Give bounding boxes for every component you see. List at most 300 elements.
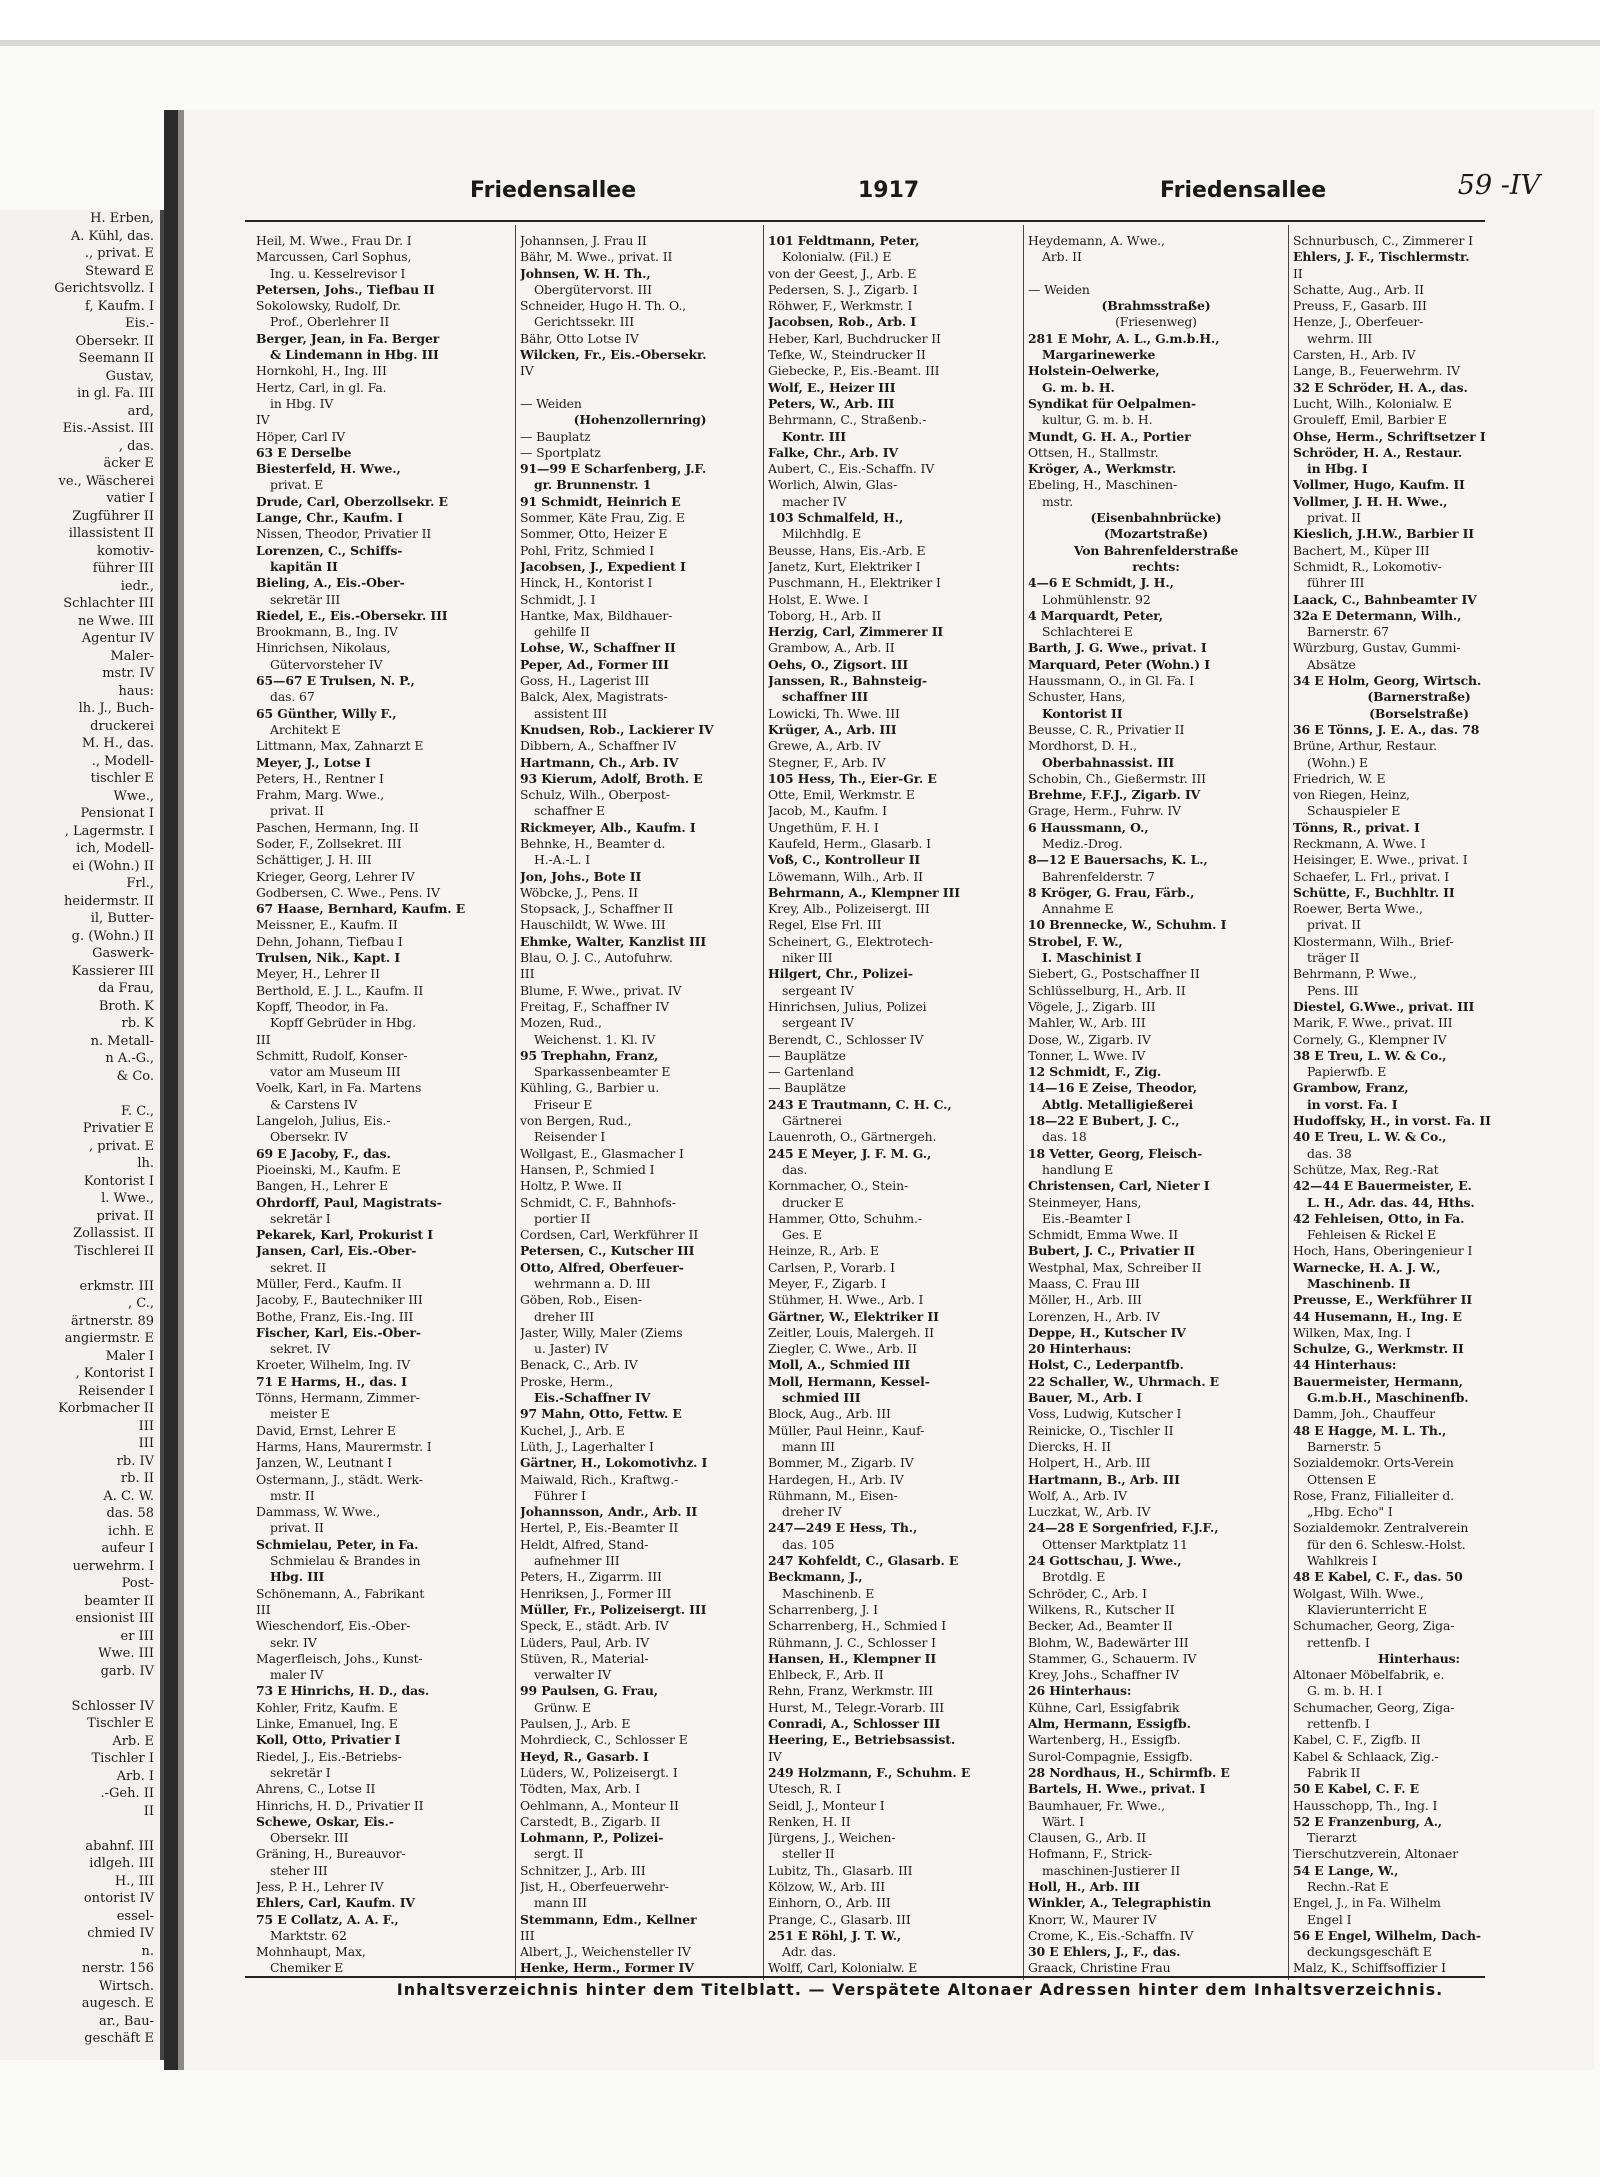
directory-entry: Gärtner, W., Elektriker II <box>768 1308 939 1324</box>
directory-entry: sekret. IV <box>270 1341 331 1357</box>
directory-entry: Schlachterei E <box>1042 624 1133 640</box>
directory-entry <box>1028 266 1284 282</box>
fragment-line: idlgeh. III <box>89 1856 154 1871</box>
directory-entry: Behrmann, P. Wwe., <box>1293 966 1417 982</box>
directory-entry: verwalter IV <box>534 1667 612 1683</box>
directory-entry: Schaefer, L. Frl., privat. I <box>1293 868 1450 884</box>
fragment-line: lh. <box>137 1156 154 1171</box>
directory-entry: Bähr, Otto Lotse IV <box>520 330 639 346</box>
directory-entry: Scheinert, G., Elektrotech- <box>768 933 933 949</box>
directory-entry: 44 Husemann, H., Ing. E <box>1293 1308 1462 1324</box>
directory-entry: Westphal, Max, Schreiber II <box>1028 1259 1202 1275</box>
page-number: 59 -IV <box>1457 170 1540 201</box>
directory-entry: Deppe, H., Kutscher IV <box>1028 1324 1186 1340</box>
directory-entry: Vögele, J., Zigarb. III <box>1028 998 1156 1014</box>
directory-entry: Wilkens, R., Kutscher II <box>1028 1601 1175 1617</box>
directory-entry: Marquard, Peter (Wohn.) I <box>1028 656 1210 672</box>
directory-entry: Schlüsselburg, H., Arb. II <box>1028 982 1186 998</box>
directory-entry: Knudsen, Rob., Lackierer IV <box>520 721 714 737</box>
directory-entry: Margarinewerke <box>1042 347 1156 363</box>
directory-entry: Schmidt, Emma Wwe. II <box>1028 1227 1179 1243</box>
directory-entry: Lange, B., Feuerwehrm. IV <box>1293 363 1460 379</box>
fragment-line: Zugführer II <box>72 508 154 524</box>
directory-entry: Schewe, Oskar, Eis.- <box>256 1813 394 1829</box>
directory-entry: Schumacher, Georg, Ziga- <box>1293 1618 1455 1634</box>
directory-entry: Würzburg, Gustav, Gummi- <box>1293 640 1461 656</box>
directory-entry: Rickmeyer, Alb., Kaufm. I <box>520 819 696 835</box>
directory-entry: Henze, J., Oberfeuer- <box>1293 314 1424 330</box>
directory-entry: Ges. E <box>782 1227 822 1243</box>
directory-entry: Ohse, Herm., Schriftsetzer I <box>1293 428 1486 444</box>
fragment-line: Tischler E <box>87 1716 154 1731</box>
directory-entry: Holpert, H., Arb. III <box>1028 1455 1151 1471</box>
directory-entry: Dibbern, A., Schaffner IV <box>520 738 677 754</box>
directory-entry: Moll, Hermann, Kessel- <box>768 1373 930 1389</box>
directory-entry: Schmidt, C. F., Bahnhofs- <box>520 1194 676 1210</box>
directory-entry: Heber, Karl, Buchdrucker II <box>768 330 941 346</box>
directory-entry: Block, Aug., Arb. III <box>768 1406 891 1422</box>
directory-entry: Laack, C., Bahnbeamter IV <box>1293 591 1477 607</box>
directory-entry: — Weiden <box>520 395 582 411</box>
directory-entry: Moll, A., Schmied III <box>768 1357 911 1373</box>
directory-entry: Fischer, Karl, Eis.-Ober- <box>256 1324 421 1340</box>
directory-entry: Baumhauer, Fr. Wwe., <box>1028 1797 1165 1813</box>
directory-entry: Preuss, F., Gasarb. III <box>1293 298 1427 314</box>
directory-entry: 22 Schaller, W., Uhrmach. E <box>1028 1373 1219 1389</box>
directory-entry: Ebeling, H., Maschinen- <box>1028 477 1178 493</box>
directory-entry: II <box>1293 265 1303 281</box>
directory-entry: Schulz, Wilh., Oberpost- <box>520 787 670 803</box>
directory-entry: Heyd, R., Gasarb. I <box>520 1748 649 1764</box>
directory-entry: Peters, W., Arb. III <box>768 395 895 411</box>
fragment-line: essel- <box>116 1908 154 1924</box>
fragment-line: Schlachter III <box>63 596 154 611</box>
directory-entry: Beusse, C. R., Privatier II <box>1028 721 1185 737</box>
directory-entry: Behrmann, C., Straßenb.- <box>768 412 927 428</box>
directory-entry: Kieslich, J.H.W., Barbier II <box>1293 526 1475 542</box>
directory-entry: Barnerstr. 67 <box>1307 624 1389 640</box>
directory-entry: Oehlmann, A., Monteur II <box>520 1797 679 1813</box>
directory-entry: Peper, Ad., Former III <box>520 656 669 672</box>
directory-entry: Bartels, H. Wwe., privat. I <box>1028 1781 1206 1797</box>
directory-entry: III <box>520 966 535 982</box>
directory-entry: Hbg. III <box>270 1569 325 1585</box>
fragment-line: äcker E <box>103 456 154 471</box>
directory-entry: Cornely, G., Klempner IV <box>1293 1031 1447 1047</box>
directory-entry: Schröder, H. A., Restaur. <box>1293 444 1463 460</box>
directory-entry: 30 E Ehlers, J., F., das. <box>1028 1944 1181 1960</box>
directory-entry: Höper, Carl IV <box>256 428 346 444</box>
fragment-line <box>0 1820 160 1838</box>
fragment-line: ., Modell- <box>91 753 154 769</box>
directory-entry: Lorenzen, H., Arb. IV <box>1028 1308 1160 1324</box>
directory-entry: Rühmann, J. C., Schlosser I <box>768 1634 936 1650</box>
directory-entry: Grouleff, Emil, Barbier E <box>1293 412 1447 428</box>
directory-entry: Obersekr. IV <box>270 1129 348 1145</box>
directory-entry: Schmitt, Rudolf, Konser- <box>256 1047 408 1063</box>
directory-entry: 105 Hess, Th., Eier-Gr. E <box>768 770 937 786</box>
directory-entry: „Hbg. Echo" I <box>1307 1504 1393 1520</box>
directory-entry: Marik, F. Wwe., privat. III <box>1293 1015 1453 1031</box>
directory-entry: Röhwer, F., Werkmstr. I <box>768 298 913 314</box>
fragment-line: g. (Wohn.) II <box>71 928 154 944</box>
directory-entry: Tönns, R., privat. I <box>1293 819 1420 835</box>
directory-entry: Jess, P. H., Lehrer IV <box>256 1878 384 1894</box>
fragment-line: in gl. Fa. III <box>77 386 154 401</box>
directory-entry: Engel I <box>1307 1911 1352 1927</box>
directory-entry: Pedersen, S. J., Zigarb. I <box>768 281 918 297</box>
directory-entry: Bauermeister, Hermann, <box>1293 1373 1463 1389</box>
directory-entry: rettenfb. I <box>1307 1634 1370 1650</box>
fragment-line: , Lagermstr. I <box>64 823 154 839</box>
directory-entry: Hauschildt, W. Wwe. III <box>520 917 666 933</box>
fragment-line <box>0 1680 160 1698</box>
fragment-line: geschäft E <box>84 2031 154 2046</box>
directory-entry: Kabel & Schlaack, Zig.- <box>1293 1748 1439 1764</box>
fragment-line: ei (Wohn.) II <box>72 858 154 874</box>
directory-entry: Schättiger, J. H. III <box>256 852 372 868</box>
directory-entry: macher IV <box>782 493 847 509</box>
directory-entry: Otto, Alfred, Oberfeuer- <box>520 1259 684 1275</box>
directory-entry: Carstedt, B., Zigarb. II <box>520 1813 661 1829</box>
directory-entry: (Hohenzollernring) <box>573 412 707 428</box>
directory-entry: 249 Holzmann, F., Schuhm. E <box>768 1764 971 1780</box>
directory-entry: Jist, H., Oberfeuerwehr- <box>520 1878 669 1894</box>
directory-entry: Lauenroth, O., Gärtnergeh. <box>768 1129 937 1145</box>
directory-entry: & Lindemann in Hbg. III <box>270 347 439 363</box>
directory-entry: Bachert, M., Küper III <box>1293 542 1430 558</box>
directory-entry: Steinmeyer, Hans, <box>1028 1194 1142 1210</box>
directory-entry: Seidl, J., Monteur I <box>768 1797 885 1813</box>
directory-entry: Kolonialw. (Fil.) E <box>782 249 892 265</box>
directory-entry: (Brahmsstraße) <box>1101 298 1211 314</box>
directory-entry: Von Bahrenfelderstraße <box>1073 542 1239 558</box>
directory-entry: Kontorist II <box>1042 705 1123 721</box>
directory-entry: 24—28 E Sorgenfried, F.J.F., <box>1028 1520 1219 1536</box>
directory-entry: 32 E Schröder, H. A., das. <box>1293 379 1468 395</box>
directory-entry: Grambow, Franz, <box>1293 1080 1409 1096</box>
directory-entry: Ottsen, H., Stallmstr. <box>1028 444 1159 460</box>
directory-entry: 48 E Kabel, C. F., das. 50 <box>1293 1569 1463 1585</box>
directory-entry: Löwemann, Wilh., Arb. II <box>768 868 923 884</box>
directory-entry: sergeant IV <box>782 1015 854 1031</box>
directory-entry: Heinze, R., Arb. E <box>768 1243 879 1259</box>
directory-entry: Tonner, L. Wwe. IV <box>1028 1047 1146 1063</box>
directory-entry: Mahler, W., Arb. III <box>1028 1015 1146 1031</box>
directory-entry: H.-A.-L. I <box>534 852 591 868</box>
directory-entry: Ziegler, C. Wwe., Arb. II <box>768 1341 917 1357</box>
directory-entry: Diercks, H. II <box>1028 1438 1111 1454</box>
fragment-line: , Kontorist I <box>75 1366 154 1381</box>
directory-entry: Gärtnerei <box>782 1113 842 1129</box>
directory-entry: 26 Hinterhaus: <box>1028 1683 1132 1699</box>
directory-entry: Prof., Oberlehrer II <box>270 314 390 330</box>
directory-entry: Krey, Johs., Schaffner IV <box>1028 1667 1179 1683</box>
directory-entry: III <box>256 1601 271 1617</box>
directory-entry: Alm, Hermann, Essigfb. <box>1028 1716 1191 1732</box>
directory-entry: Holstein-Oelwerke, <box>1028 363 1160 379</box>
directory-entry: steller II <box>782 1846 835 1862</box>
directory-entry: Müller, Ferd., Kaufm. II <box>256 1276 402 1291</box>
directory-entry: IV <box>520 363 534 379</box>
directory-entry: Müller, Paul Heinr., Kauf- <box>768 1422 925 1438</box>
directory-entry: rettenfb. I <box>1307 1716 1370 1732</box>
directory-entry: 6 Haussmann, O., <box>1028 819 1149 835</box>
directory-entry: Friedrich, W. E <box>1293 770 1386 786</box>
directory-column-1 <box>256 233 510 1978</box>
fragment-line: rb. II <box>120 1471 154 1486</box>
directory-entry: Wilken, Max, Ing. I <box>1293 1324 1411 1340</box>
fragment-line: III <box>138 1418 154 1434</box>
directory-entry: 34 E Holm, Georg, Wirtsch. <box>1293 673 1482 689</box>
directory-entry: Holtz, P. Wwe. II <box>520 1178 622 1194</box>
fragment-line: n. Metall- <box>90 1033 154 1049</box>
column-separator <box>1288 225 1289 1980</box>
fragment-line: das. 58 <box>106 1506 154 1521</box>
directory-entry: portier II <box>534 1210 591 1226</box>
directory-entry: 18—22 E Bubert, J. C., <box>1028 1113 1180 1129</box>
directory-entry: Riedel, J., Eis.-Betriebs- <box>256 1748 402 1764</box>
directory-entry: Godbersen, C. Wwe., Pens. IV <box>256 884 440 900</box>
directory-entry: Jansen, Carl, Eis.-Ober- <box>256 1243 417 1259</box>
directory-entry: gehilfe II <box>534 624 590 640</box>
directory-column-2 <box>520 233 760 1978</box>
directory-entry: maler IV <box>270 1667 324 1683</box>
directory-entry: Langeloh, Julius, Eis.- <box>256 1113 391 1129</box>
directory-entry: Oehs, O., Zigsort. III <box>768 656 909 672</box>
directory-entry: Hilgert, Chr., Polizei- <box>768 966 913 982</box>
fragment-line: III <box>138 1436 154 1451</box>
directory-entry: Henriksen, J., Former III <box>520 1585 672 1601</box>
directory-entry: Sommer, Käte Frau, Zig. E <box>520 510 685 526</box>
directory-column-4 <box>1028 233 1284 1978</box>
fragment-line <box>0 2048 160 2061</box>
directory-entry: für den 6. Schlesw.-Holst. <box>1307 1536 1466 1552</box>
directory-entry: dreher IV <box>782 1504 842 1520</box>
fragment-line: l. Wwe., <box>101 1191 154 1206</box>
directory-entry: in vorst. Fa. I <box>1307 1096 1398 1112</box>
directory-entry: Carsten, H., Arb. IV <box>1293 347 1416 363</box>
directory-entry: Mohrdieck, C., Schlosser E <box>520 1732 688 1748</box>
directory-entry: Proske, Herm., <box>520 1373 614 1389</box>
directory-entry: Absätze <box>1307 656 1356 672</box>
directory-entry: III <box>520 1927 535 1943</box>
directory-entry: Wilcken, Fr., Eis.-Obersekr. <box>520 347 707 363</box>
directory-entry: Maiwald, Rich., Kraftwg.- <box>520 1471 679 1487</box>
fragment-line: führer III <box>92 561 154 576</box>
directory-entry: 63 E Derselbe <box>256 444 352 460</box>
directory-entry: Müller, Fr., Polizeisergt. III <box>520 1601 707 1617</box>
directory-entry: Kontr. III <box>782 428 846 444</box>
fragment-line: komotiv- <box>97 543 154 559</box>
directory-entry: Albert, J., Weichensteller IV <box>520 1944 691 1960</box>
directory-entry: Sozialdemokr. Orts-Verein <box>1293 1455 1454 1471</box>
directory-entry: Hinrichs, H. D., Privatier II <box>256 1797 424 1813</box>
directory-entry: Schönemann, A., Fabrikant <box>256 1585 425 1601</box>
directory-entry: Hartmann, Ch., Arb. IV <box>520 754 679 770</box>
fragment-line: Privatier E <box>82 1121 154 1136</box>
directory-entry: Lüders, Paul, Arb. IV <box>520 1634 650 1650</box>
directory-column-3 <box>768 233 1020 1978</box>
fragment-line: Eis.-Assist. III <box>62 421 154 436</box>
directory-entry: Kornmacher, O., Stein- <box>768 1178 909 1194</box>
directory-entry: (Mozartstraße) <box>1103 526 1209 542</box>
directory-entry: Lüth, J., Lagerhalter I <box>520 1438 654 1454</box>
directory-entry: Conradi, A., Schlosser III <box>768 1716 941 1732</box>
directory-entry: Johannsen, J. Frau II <box>520 233 647 248</box>
directory-entry: — Gartenland <box>768 1064 854 1080</box>
directory-entry: Tierschutzverein, Altonaer <box>1293 1846 1459 1862</box>
directory-entry: Blume, F. Wwe., privat. IV <box>520 982 682 998</box>
directory-entry: I. Maschinist I <box>1042 950 1142 966</box>
directory-entry: Lowicki, Th. Wwe. III <box>768 705 900 721</box>
directory-entry: Behnke, H., Beamter d. <box>520 835 666 851</box>
fragment-line: Gerichtsvollz. I <box>54 281 154 296</box>
directory-entry: Meyer, J., Lotse I <box>256 754 371 770</box>
directory-entry: Trulsen, Nik., Kapt. I <box>256 950 401 966</box>
directory-entry: (Friesenweg) <box>1115 314 1197 330</box>
directory-entry: Schütze, Max, Reg.-Rat <box>1293 1161 1439 1177</box>
directory-entry: 36 E Tönns, J. E. A., das. 78 <box>1293 721 1480 737</box>
directory-entry: Brotdlg. E <box>1042 1569 1106 1585</box>
directory-entry: Goss, H., Lagerist III <box>520 673 650 689</box>
directory-entry: 40 E Treu, L. W. & Co., <box>1293 1129 1447 1145</box>
directory-entry: Stammer, G., Schauerm. IV <box>1028 1650 1197 1666</box>
directory-entry: Kopff, Theodor, in Fa. <box>256 998 389 1014</box>
directory-entry: Architekt E <box>270 721 341 737</box>
fragment-line: Reisender I <box>78 1383 154 1399</box>
directory-entry: 44 Hinterhaus: <box>1293 1357 1397 1373</box>
directory-entry: Tefke, W., Steindrucker II <box>768 347 926 363</box>
directory-entry: Benack, C., Arb. IV <box>520 1357 638 1373</box>
directory-entry: Beckmann, J., <box>768 1569 863 1585</box>
directory-entry: Jacobsen, Rob., Arb. I <box>768 314 917 330</box>
directory-entry: Ing. u. Kesselrevisor I <box>270 265 406 281</box>
directory-entry: Mozen, Rud., <box>520 1015 602 1031</box>
fragment-line: Kassierer III <box>71 963 154 979</box>
directory-entry: Sommer, Otto, Heizer E <box>520 526 668 542</box>
directory-entry: wehrm. III <box>1307 330 1373 346</box>
directory-entry: Brookmann, B., Ing. IV <box>256 624 398 640</box>
directory-entry: 28 Nordhaus, H., Schirmfb. E <box>1028 1764 1230 1780</box>
directory-entry: G. m. b. H. I <box>1307 1683 1383 1699</box>
fragment-line: A. C. W. <box>103 1488 154 1504</box>
directory-entry: 245 E Meyer, J. F. M. G., <box>768 1145 932 1161</box>
directory-entry: Sokolowsky, Rudolf, Dr. <box>256 298 401 314</box>
directory-entry: Stüven, R., Material- <box>520 1650 649 1666</box>
fragment-line: da Frau, <box>98 981 154 996</box>
directory-entry: kapitän II <box>270 558 338 574</box>
directory-entry: Schauspieler E <box>1307 803 1401 819</box>
directory-entry: Papierwfb. E <box>1307 1064 1387 1080</box>
directory-entry: Grage, Herm., Fuhrw. IV <box>1028 803 1182 819</box>
directory-entry: Möller, H., Arb. III <box>1028 1292 1142 1308</box>
directory-entry: Zeitler, Louis, Malergeh. II <box>768 1324 934 1340</box>
directory-entry: Wahlkreis I <box>1307 1553 1377 1569</box>
directory-entry: Pekarek, Karl, Prokurist I <box>256 1227 433 1243</box>
directory-entry: Jacob, M., Kaufm. I <box>768 803 887 819</box>
directory-entry: privat. II <box>270 1520 324 1536</box>
fragment-line: Tischler I <box>91 1751 154 1766</box>
directory-entry: wehrmann a. D. III <box>534 1276 651 1291</box>
fragment-line: ne Wwe. III <box>77 613 154 629</box>
directory-entry: Rechn.-Rat E <box>1307 1878 1389 1894</box>
directory-entry: Damm, Joh., Chauffeur <box>1293 1406 1436 1422</box>
directory-entry: Schmidt, R., Lokomotiv- <box>1293 558 1442 574</box>
directory-entry: David, Ernst, Lehrer E <box>256 1422 396 1438</box>
directory-entry: — Bauplatz <box>520 428 591 444</box>
directory-entry: Schobin, Ch., Gießermstr. III <box>1028 770 1206 786</box>
directory-entry: Kölzow, W., Arb. III <box>768 1878 886 1894</box>
directory-entry: 73 E Hinrichs, H. D., das. <box>256 1683 430 1699</box>
fragment-line: F. C., <box>120 1103 154 1119</box>
directory-entry: Vollmer, J. H. H. Wwe., <box>1293 493 1448 509</box>
directory-entry: handlung E <box>1042 1161 1114 1177</box>
fragment-line: , C., <box>127 1296 154 1311</box>
fragment-line: Agentur IV <box>81 631 154 646</box>
fragment-line: abahnf. III <box>85 1838 154 1854</box>
directory-entry: 42—44 E Bauermeister, E. <box>1293 1178 1472 1194</box>
directory-entry: Meyer, H., Lehrer II <box>256 966 380 982</box>
directory-entry: — Weiden <box>1028 281 1090 297</box>
directory-entry: 99 Paulsen, G. Frau, <box>520 1683 659 1699</box>
directory-entry: steher III <box>270 1862 328 1878</box>
fragment-line: ärtnerstr. 89 <box>71 1313 154 1329</box>
directory-entry: Koll, Otto, Privatier I <box>256 1732 401 1748</box>
directory-entry: Beusse, Hans, Eis.-Arb. E <box>768 542 926 558</box>
directory-entry: Rehn, Franz, Werkmstr. III <box>768 1683 933 1699</box>
fragment-line: Maler- <box>110 648 154 664</box>
fragment-line: Pensionat I <box>80 806 154 821</box>
directory-entry: Sparkassenbeamter E <box>534 1064 671 1080</box>
directory-entry: Hinrichsen, Julius, Polizei <box>768 998 927 1014</box>
directory-entry: Berger, Jean, in Fa. Berger <box>256 330 440 346</box>
fragment-line: Tischlerei II <box>74 1243 154 1259</box>
directory-entry: Biesterfeld, H. Wwe., <box>256 461 401 477</box>
directory-entry: Riedel, E., Eis.-Obersekr. III <box>256 607 448 623</box>
directory-entry: Abtlg. Metalligießerei <box>1042 1096 1193 1112</box>
directory-entry: Winkler, A., Telegraphistin <box>1028 1895 1211 1911</box>
directory-entry: 32a E Determann, Wilh., <box>1293 607 1462 623</box>
directory-entry: mstr. II <box>270 1487 315 1503</box>
directory-entry: Malz, K., Schiffsoffizier I <box>1293 1960 1446 1976</box>
directory-entry: mann III <box>534 1895 587 1911</box>
directory-entry: Stegner, F., Arb. IV <box>768 754 886 770</box>
directory-entry: — Bauplätze <box>768 1047 846 1063</box>
directory-entry: Stemmann, Edm., Kellner <box>520 1911 697 1927</box>
directory-entry: Voelk, Karl, in Fa. Martens <box>256 1080 422 1096</box>
directory-entry: Jacobsen, J., Expedient I <box>520 558 686 574</box>
directory-entry: (Eisenbahnbrücke) <box>1090 510 1222 526</box>
fragment-line: privat. II <box>96 1208 154 1224</box>
directory-entry: Hertz, Carl, in gl. Fa. <box>256 379 387 395</box>
directory-entry: rechts: <box>1132 558 1180 574</box>
fragment-line: mstr. IV <box>102 666 154 681</box>
directory-entry: von Riegen, Heinz, <box>1293 787 1410 803</box>
directory-entry: 4 Marquardt, Peter, <box>1028 607 1163 623</box>
directory-entry: 65 Günther, Willy F., <box>256 705 397 721</box>
directory-entry: Clausen, G., Arb. II <box>1028 1830 1147 1846</box>
directory-entry: Hardegen, H., Arb. IV <box>768 1471 904 1487</box>
directory-entry: 18 Vetter, Georg, Fleisch- <box>1028 1145 1203 1161</box>
directory-entry: Wartenberg, H., Essigfb. <box>1028 1732 1181 1748</box>
directory-entry: Jaster, Willy, Maler (Ziems <box>520 1324 683 1340</box>
directory-entry: Wolf, A., Arb. IV <box>1028 1487 1127 1503</box>
fragment-line: er III <box>120 1628 154 1644</box>
directory-entry: Soder, F., Zollsekret. III <box>256 835 402 851</box>
directory-entry: Holst, E. Wwe. I <box>768 591 869 607</box>
directory-entry: 14—16 E Zeise, Theodor, <box>1028 1080 1198 1096</box>
